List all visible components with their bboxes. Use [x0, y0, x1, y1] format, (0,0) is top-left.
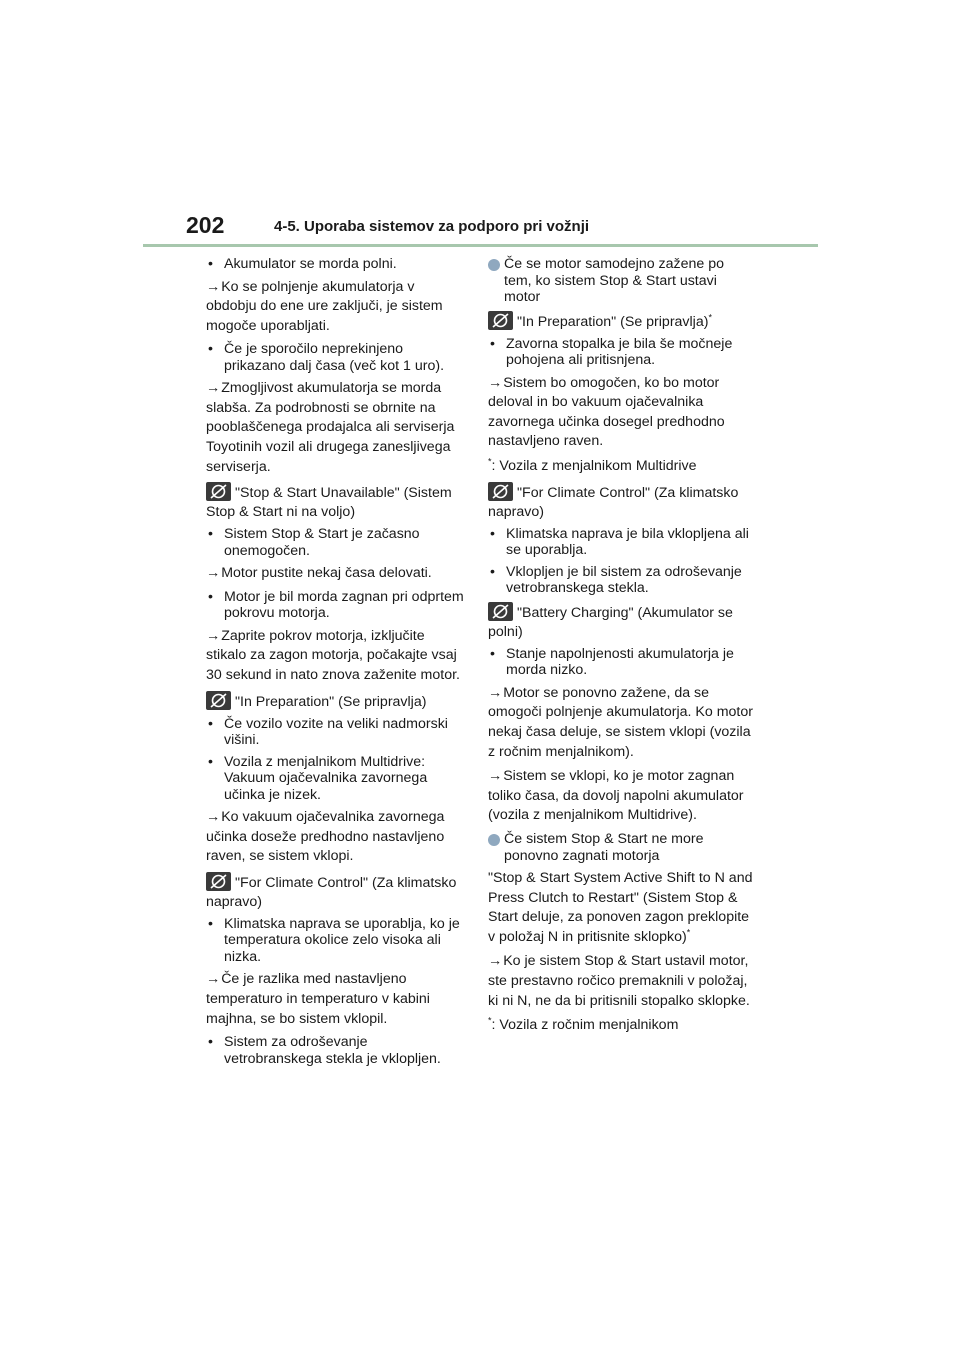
bullet-item: • Klimatska naprava je bila vklopljena ali se uporablja. [488, 526, 754, 559]
footnote: *: Vozila z menjalnikom Multidrive [488, 456, 697, 474]
arrow-icon: → [206, 627, 221, 644]
footnote-marker: * [488, 1015, 492, 1026]
footnote: *: Vozila z ročnim menjalnikom [488, 1015, 679, 1034]
bullet-item: • Zavorna stopalka je bila še močneje pohojena ali pritisnjena. [488, 336, 754, 369]
arrow-icon: → [488, 684, 503, 701]
result-item: →Ko vakuum ojačevalnika zavornega učinka doseže predhodno nastavljeno raven, se sistem vklopi. [206, 809, 445, 865]
arrow-icon: → [488, 374, 503, 391]
result-item: →Sistem se vklopi, ko je motor zagnan toliko časa, da dovolj napolni akumulator (vozila z menjalnikom Multidrive). [488, 768, 744, 824]
engine-stop-indicator-icon [206, 482, 231, 501]
message-heading: "Stop & Start Unavailable" (Sistem Stop & Start ni na voljo) [206, 482, 468, 522]
result-item: →Ko se polnjenje akumulatorja v obdobju do ene ure zaključi, je sistem mogoče uporabljati. [206, 278, 443, 334]
arrow-icon: → [488, 768, 503, 785]
result-item: →Zmogljivost akumulatorja se morda slabša. Za podrobnosti se obrnite na pooblaščenega prodajalca ali serviserja Toyotinih vozil ali drugega zanesljivega serviserja. [206, 380, 455, 475]
message-paragraph: "Stop & Start System Active Shift to N and Press Clutch to Restart" (Sistem Stop & Start deluje, za ponoven zagon preklopite v položaj N in pritisnite sklopko)* [488, 870, 753, 945]
result-item: →Zaprite pokrov motorja, izključite stikalo za zagon motorja, počakajte vsaj 30 sekund in nato znova zaženite motor. [206, 627, 460, 684]
result-item: →Motor se ponovno zažene, da se omogoči polnjenje akumulatorja. Ko motor nekaj časa deluje, se sistem vklopi (vozila z ročnim menjalnikom). [488, 684, 753, 760]
section-title: 4-5. Uporaba sistemov za podporo pri vožnji [274, 218, 590, 235]
bullet-item: • Če je sporočilo neprekinjeno prikazano dalj časa (več kot 1 uro). [206, 341, 468, 374]
bullet-item: • Vozila z menjalnikom Multidrive: Vakuum ojačevalnika zavornega učinka je nizek. [206, 754, 468, 804]
message-heading: "For Climate Control" (Za klimatsko napravo) [206, 872, 468, 912]
engine-stop-indicator-icon [488, 311, 513, 330]
engine-stop-indicator-icon [488, 482, 513, 501]
header-divider [143, 244, 818, 247]
lead-item: Če sistem Stop & Start ne more ponovno zagnati motorja [488, 831, 754, 864]
result-item: →Če je razlika med nastavljeno temperaturo in temperaturo v kabini majhna, se bo sistem vklopil. [206, 971, 430, 1027]
message-heading: "In Preparation" (Se pripravlja)* [488, 311, 754, 332]
bullet-item: • Klimatska naprava se uporablja, ko je temperatura okolice zelo visoka ali nizka. [206, 916, 468, 966]
page-header [186, 212, 826, 248]
arrow-icon: → [488, 953, 503, 970]
message-heading: "For Climate Control" (Za klimatsko napravo) [488, 482, 754, 522]
arrow-icon: → [206, 278, 221, 295]
result-item: →Motor pustite nekaj časa delovati. [206, 565, 432, 582]
bullet-item: • Če vozilo vozite na veliki nadmorski višini. [206, 716, 468, 749]
circle-bullet-icon [488, 259, 500, 271]
footnote-marker: * [708, 311, 712, 322]
bullet-item: • Sistem Stop & Start je začasno onemogočen. [206, 526, 468, 559]
message-heading: "In Preparation" (Se pripravlja) [206, 691, 468, 712]
result-item: →Ko je sistem Stop & Start ustavil motor, ste prestavno ročico premaknili v položaj, ki ni N, ne da bi pritisnili stopalko sklopke. [488, 953, 750, 1009]
arrow-icon: → [206, 565, 221, 582]
bullet-item: • Stanje napolnjenosti akumulatorja je morda nizko. [488, 646, 754, 679]
lead-item: Če se motor samodejno zažene po tem, ko sistem Stop & Start ustavi motor [488, 256, 754, 306]
footnote-marker: * [686, 927, 691, 938]
message-heading: "Battery Charging" (Akumulator se polni) [488, 602, 754, 642]
result-item: →Sistem bo omogočen, ko bo motor deloval in bo vakuum ojačevalnika zavornega učinka dosegel predhodno nastavljeno raven. [488, 374, 725, 450]
bullet-item: • Motor je bil morda zagnan pri odprtem pokrovu motorja. [206, 589, 468, 622]
arrow-icon: → [206, 809, 221, 826]
footnote-marker: * [488, 456, 492, 467]
arrow-icon: → [206, 380, 221, 397]
circle-bullet-icon [488, 834, 500, 846]
engine-stop-indicator-icon [206, 872, 231, 891]
engine-stop-indicator-icon [206, 691, 231, 710]
bullet-item: • Vklopljen je bil sistem za odroševanje vetrobranskega stekla. [488, 564, 754, 597]
arrow-icon: → [206, 971, 221, 988]
bullet-item: • Sistem za odroševanje vetrobranskega stekla je vklopljen. [206, 1034, 468, 1067]
left-column [206, 256, 468, 1072]
engine-stop-indicator-icon [488, 602, 513, 621]
page-number: 202 [186, 212, 225, 238]
right-column [488, 256, 754, 1041]
bullet-item: • Akumulator se morda polni. [206, 256, 468, 273]
